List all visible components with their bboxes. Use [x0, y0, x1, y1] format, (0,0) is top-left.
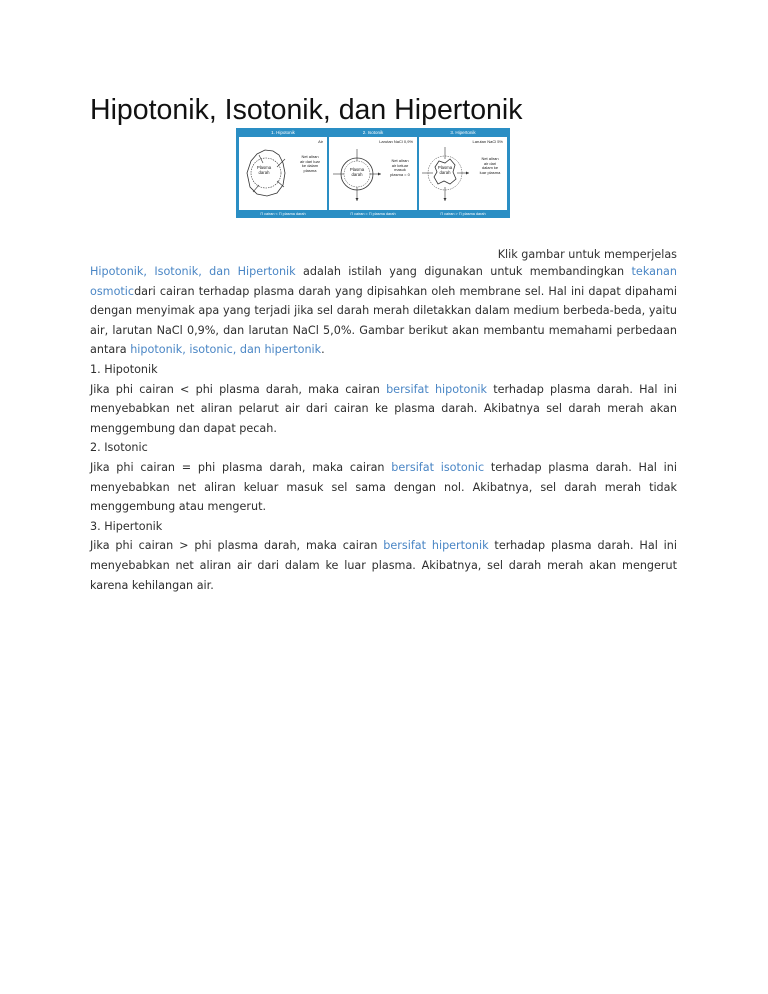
link-bersifat-hipotonik[interactable]: bersifat hipotonik — [386, 382, 488, 396]
cell-label: Plasma darah — [349, 167, 365, 177]
panel-footer: Π cairan > Π plasma darah — [440, 212, 486, 216]
medium-label: Air — [318, 139, 323, 144]
flow-label: Net aliran air keluar masuk plasma = 0 — [390, 158, 410, 177]
link-tekanan-osmotic[interactable]: tekanan osmotic — [90, 265, 677, 298]
panel-header: 3. Hipertonik — [450, 130, 476, 135]
intro-paragraph: Hipotonik, Isotonik, dan Hipertonik adalah istilah yang digunakan untuk membandingkan tekanan osmoticdari cairan terhadap plasma darah yang dipisahkan oleh membrane sel. Hal ini dapat dipahami dengan menyimak apa yang terjadi jika sel darah merah diletakkan dalam medium berbeda-beda, yaitu air, larutan NaCl 0,9%, dan larutan NaCl 5,0%. Gambar berikut akan membantu memahami perbedaan antara hipotonik, isotonic, dan hipertonik. — [90, 265, 677, 357]
flow-label: Net aliran air dari luar ke dalam plasma — [299, 154, 320, 173]
section-heading-hipertonik: 3. Hipertonik — [90, 519, 163, 533]
medium-label: Larutan NaCl 0,9% — [379, 139, 413, 144]
diagram-panel-hipertonik — [419, 128, 507, 218]
page-title: Hipotonik, Isotonik, dan Hipertonik — [90, 94, 523, 126]
article-body — [90, 262, 677, 595]
osmosis-diagram-figure[interactable] — [236, 128, 510, 218]
diagram-panel-hipotonik — [239, 128, 327, 218]
panel-footer: Π cairan = Π plasma darah — [350, 212, 396, 216]
panel-header: 2. Isotonik — [362, 130, 384, 135]
link-hipotonik-isotonic-hipertonik[interactable]: hipotonik, isotonic, dan hipertonik — [130, 343, 322, 357]
medium-label: Larutan NaCl 5% — [472, 139, 503, 144]
section-paragraph-hipotonik: Jika phi cairan < phi plasma darah, maka cairan bersifat hipotonik terhadap plasma darah. Hal ini menyebabkan net aliran pelarut air dari cairan ke plasma darah. Akibatnya sel darah merah akan menggembung dan dapat pecah. — [90, 382, 677, 435]
section-paragraph-isotonic: Jika phi cairan = phi plasma darah, maka cairan bersifat isotonic terhadap plasma darah. Hal ini menyebabkan net aliran keluar masuk sel sama dengan nol. Akibatnya, sel darah merah tidak menggembung atau mengerut. — [90, 460, 677, 514]
link-bersifat-hipertonik[interactable]: bersifat hipertonik — [383, 539, 489, 553]
image-caption: Klik gambar untuk memperjelas — [497, 248, 677, 261]
flow-label: Net aliran air dari dalam ke luar plasma — [479, 156, 501, 175]
link-bersifat-isotonic[interactable]: bersifat isotonic — [391, 460, 485, 474]
diagram-panel-isotonik — [329, 128, 417, 218]
cell-label: Plasma darah — [437, 165, 453, 175]
section-heading-isotonic: 2. Isotonic — [90, 441, 148, 455]
section-heading-hipotonik: 1. Hipotonik — [90, 362, 158, 376]
panel-header: 1. Hipotonik — [271, 130, 295, 135]
section-paragraph-hipertonik: Jika phi cairan > phi plasma darah, maka cairan bersifat hipertonik terhadap plasma darah. Hal ini menyebabkan net aliran air dari dalam ke luar plasma. Akibatnya, sel darah merah akan mengerut karena kehilangan air. — [90, 539, 677, 592]
link-hipotonik-isotonik-hipertonik[interactable]: Hipotonik, Isotonik, dan Hipertonik — [90, 265, 296, 278]
panel-footer: Π cairan < Π plasma darah — [260, 212, 306, 216]
cell-label: Plasma darah — [256, 165, 272, 175]
